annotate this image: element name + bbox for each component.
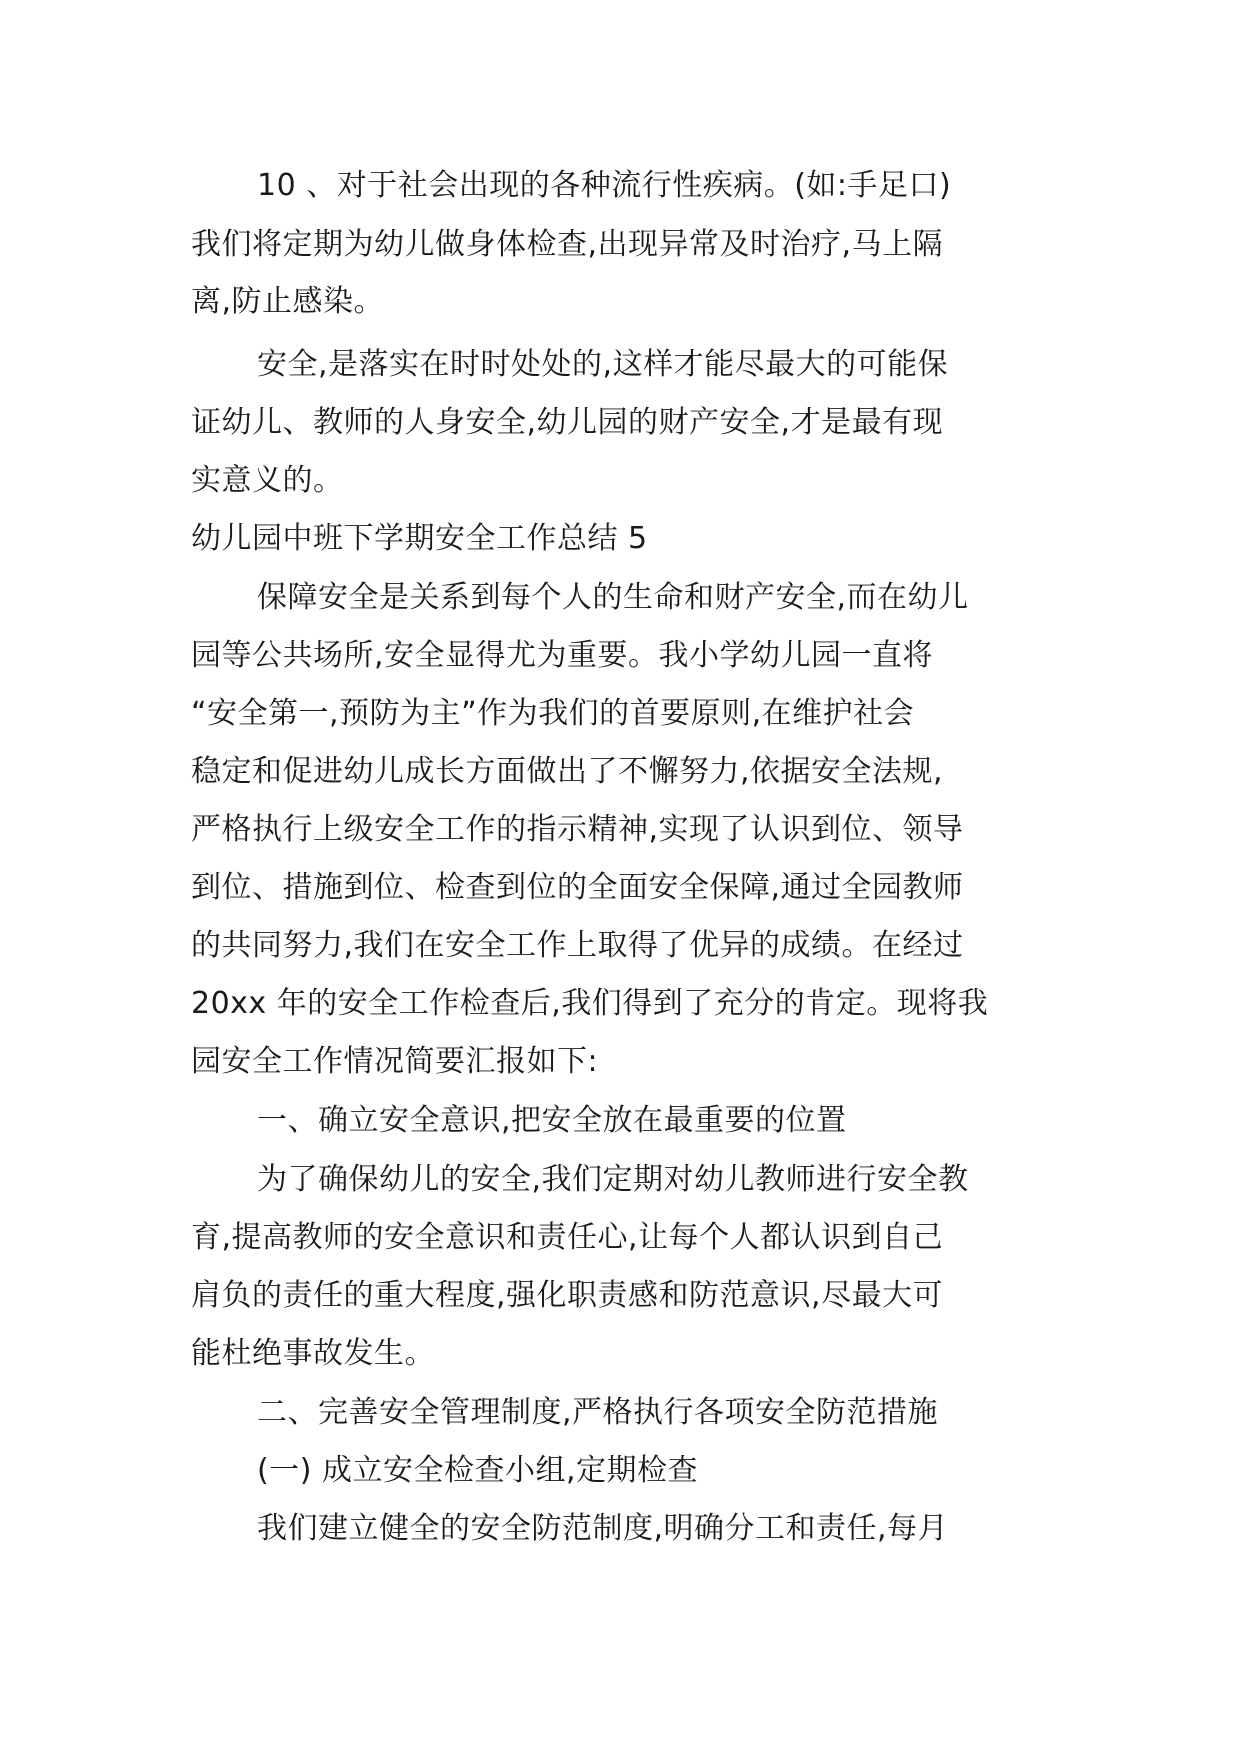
paragraph-line: 我们建立健全的安全防范制度,明确分工和责任,每月	[257, 1511, 949, 1546]
paragraph-line: 的共同努力,我们在安全工作上取得了优异的成绩。在经过	[191, 928, 964, 963]
paragraph-line: “安全第一,预防为主”作为我们的首要原则,在维护社会	[191, 696, 915, 731]
paragraph-line: 严格执行上级安全工作的指示精神,实现了认识到位、领导	[191, 812, 964, 847]
paragraph-line: 园等公共场所,安全显得尤为重要。我小学幼儿园一直将	[191, 638, 934, 673]
paragraph-line: 园安全工作情况简要汇报如下:	[191, 1044, 599, 1079]
paragraph-line: 安全,是落实在时时处处的,这样才能尽最大的可能保	[257, 347, 949, 382]
paragraph-line: 为了确保幼儿的安全,我们定期对幼儿教师进行安全教	[257, 1162, 969, 1197]
subheading-line: (一) 成立安全检查小组,定期检查	[257, 1453, 698, 1488]
section-title: 幼儿园中班下学期安全工作总结 5	[191, 521, 648, 556]
paragraph-line: 离,防止感染。	[191, 284, 385, 319]
paragraph-line: 到位、措施到位、检查到位的全面安全保障,通过全园教师	[191, 870, 964, 905]
heading-line: 二、完善安全管理制度,严格执行各项安全防范措施	[257, 1395, 939, 1430]
paragraph-line: 育,提高教师的安全意识和责任心,让每个人都认识到自己	[191, 1220, 944, 1255]
paragraph-line: 我们将定期为幼儿做身体检查,出现异常及时治疗,马上隔	[191, 227, 944, 262]
paragraph-line: 实意义的。	[191, 463, 344, 498]
paragraph-line: 稳定和促进幼儿成长方面做出了不懈努力,依据安全法规,	[191, 754, 944, 789]
paragraph-line: 肩负的责任的重大程度,强化职责感和防范意识,尽最大可	[191, 1278, 944, 1313]
paragraph-line: 能杜绝事故发生。	[191, 1336, 435, 1371]
paragraph-line: 20xx 年的安全工作检查后,我们得到了充分的肯定。现将我	[191, 986, 989, 1021]
paragraph-line: 证幼儿、教师的人身安全,幼儿园的财产安全,才是最有现	[191, 405, 944, 440]
heading-line: 一、确立安全意识,把安全放在最重要的位置	[257, 1103, 847, 1138]
paragraph-line: 10 、对于社会出现的各种流行性疾病。(如:手足口)	[257, 168, 952, 203]
paragraph-line: 保障安全是关系到每个人的生命和财产安全,而在幼儿	[257, 580, 969, 615]
